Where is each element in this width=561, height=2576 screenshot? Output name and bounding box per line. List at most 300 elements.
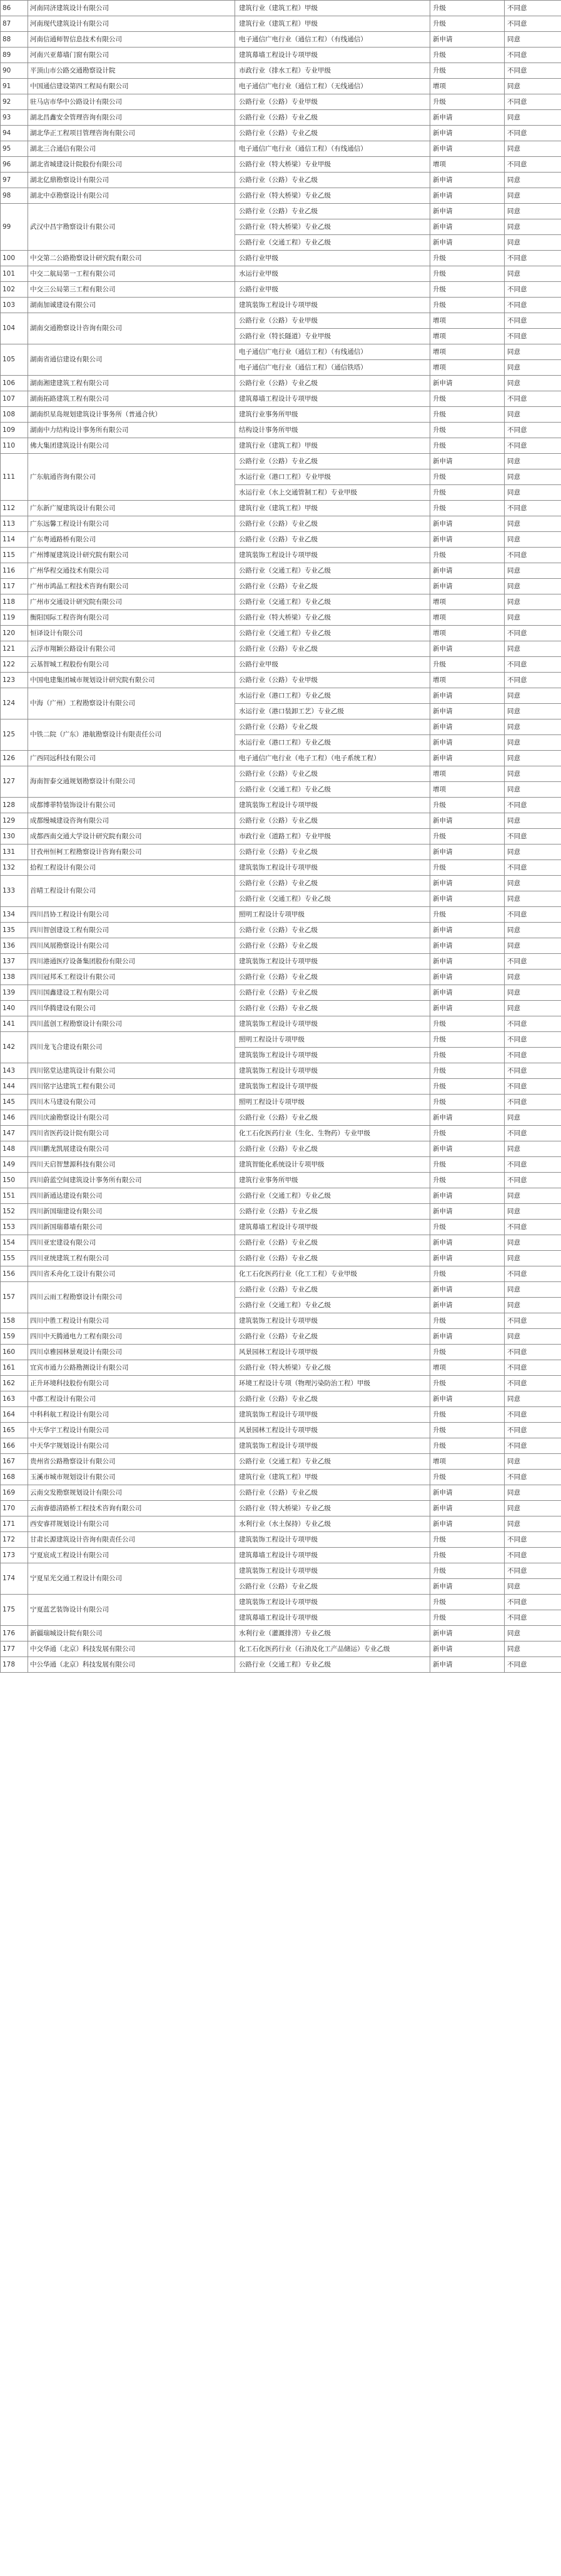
review-result: 不同意 [505, 1407, 561, 1423]
company-name: 成都博菲特装饰设计有限公司 [28, 798, 235, 813]
company-name: 玉溪市城市规划设计有限公司 [28, 1470, 235, 1485]
row-number: 132 [1, 860, 28, 876]
qualification-category: 公路行业（交通工程）专业乙级 [235, 594, 430, 610]
qualification-category: 公路行业（公路）专业乙级 [235, 1329, 430, 1345]
application-type: 增项 [430, 360, 505, 376]
application-type: 升级 [430, 391, 505, 407]
company-name: 湖北省城建设计院股份有限公司 [28, 157, 235, 173]
application-type: 新申请 [430, 813, 505, 829]
review-result: 不同意 [505, 657, 561, 673]
application-type: 新申请 [430, 1657, 505, 1673]
qualification-category: 建筑装饰工程设计专项甲级 [235, 548, 430, 563]
table-row [1, 798, 561, 813]
row-number: 108 [1, 407, 28, 423]
qualification-category: 公路行业（公路）专业乙级 [235, 1251, 430, 1266]
table-row [1, 610, 561, 626]
table-row [1, 391, 561, 407]
qualification-category: 风景园林工程设计专项甲级 [235, 1423, 430, 1438]
company-name: 湖南加诚建设有限公司 [28, 298, 235, 313]
qualification-category: 建筑装饰工程设计专项甲级 [235, 1438, 430, 1454]
table-row [1, 1157, 561, 1173]
review-result: 不同意 [505, 907, 561, 923]
row-number: 99 [1, 204, 28, 251]
row-number: 160 [1, 1345, 28, 1360]
company-name: 四川凤展勘察设计有限公司 [28, 938, 235, 954]
row-number: 166 [1, 1438, 28, 1454]
table-row [1, 1501, 561, 1516]
qualification-category: 公路行业（公路）专业乙级 [235, 970, 430, 985]
table-row [1, 313, 561, 329]
row-number: 153 [1, 1220, 28, 1235]
row-number: 140 [1, 1001, 28, 1016]
table-row [1, 938, 561, 954]
row-number: 109 [1, 423, 28, 438]
company-name: 海南智泰交通规划勘察设计有限公司 [28, 766, 235, 798]
application-type: 新申请 [430, 516, 505, 532]
qualification-category: 照明工程设计专项甲级 [235, 1095, 430, 1110]
company-name: 恒译设计有限公司 [28, 626, 235, 641]
qualification-category: 照明工程设计专项甲级 [235, 1032, 430, 1048]
review-result: 不同意 [505, 1563, 561, 1579]
table-row [1, 1532, 561, 1548]
company-name: 四川鹏龙凯展建设有限公司 [28, 1141, 235, 1157]
qualification-category: 公路行业（公路）专业乙级 [235, 1579, 430, 1595]
table-row [1, 1485, 561, 1501]
application-type: 升级 [430, 438, 505, 454]
company-name: 四川蔚蓝空间建筑设计事务所有限公司 [28, 1173, 235, 1188]
row-number: 114 [1, 532, 28, 548]
review-result: 同意 [505, 1641, 561, 1657]
review-result: 同意 [505, 1235, 561, 1251]
qualification-category: 建筑装饰工程设计专项甲级 [235, 1063, 430, 1079]
review-result: 同意 [505, 923, 561, 938]
application-type: 新申请 [430, 1579, 505, 1595]
row-number: 104 [1, 313, 28, 344]
company-name: 广州市鸿晶工程技术咨询有限公司 [28, 579, 235, 594]
company-name: 中郡工程设计有限公司 [28, 1391, 235, 1407]
review-result: 同意 [505, 485, 561, 501]
company-name: 中国电建集团城市规划设计研究院有限公司 [28, 673, 235, 688]
review-result: 不同意 [505, 1095, 561, 1110]
qualification-category: 建筑装饰工程设计专项甲级 [235, 298, 430, 313]
review-result: 同意 [505, 1141, 561, 1157]
row-number: 142 [1, 1032, 28, 1063]
application-type: 升级 [430, 1610, 505, 1626]
qualification-category: 公路行业（公路）专业乙级 [235, 985, 430, 1001]
qualification-category: 公路行业（特大桥梁）专业乙级 [235, 219, 430, 235]
row-number: 93 [1, 110, 28, 126]
application-type: 升级 [430, 798, 505, 813]
qualification-category: 电子通信广电行业（通信工程）（有线通信） [235, 32, 430, 48]
row-number: 154 [1, 1235, 28, 1251]
row-number: 173 [1, 1548, 28, 1563]
application-type: 升级 [430, 1079, 505, 1095]
review-result: 不同意 [505, 48, 561, 63]
review-result: 同意 [505, 1282, 561, 1298]
qualification-category: 水运行业（港口工程）专业乙级 [235, 735, 430, 751]
table-row [1, 657, 561, 673]
table-row [1, 173, 561, 188]
company-name: 驻马店市华中公路设计有限公司 [28, 94, 235, 110]
row-number: 155 [1, 1251, 28, 1266]
review-result: 同意 [505, 594, 561, 610]
table-row [1, 1126, 561, 1141]
row-number: 119 [1, 610, 28, 626]
table-row [1, 157, 561, 173]
application-type: 升级 [430, 1313, 505, 1329]
table-row [1, 63, 561, 79]
application-type: 升级 [430, 657, 505, 673]
table-row [1, 673, 561, 688]
company-name: 湖北亿鼎勘察设计有限公司 [28, 173, 235, 188]
review-result: 同意 [505, 938, 561, 954]
application-type: 新申请 [430, 751, 505, 766]
row-number: 145 [1, 1095, 28, 1110]
review-result: 同意 [505, 610, 561, 626]
row-number: 115 [1, 548, 28, 563]
company-name: 甘肃长源建筑设计咨询有限责任公司 [28, 1532, 235, 1548]
application-type: 升级 [430, 16, 505, 32]
application-type: 新申请 [430, 891, 505, 907]
review-result: 同意 [505, 688, 561, 704]
review-result: 不同意 [505, 1423, 561, 1438]
company-name: 四川木马建设有限公司 [28, 1095, 235, 1110]
table-row [1, 94, 561, 110]
row-number: 164 [1, 1407, 28, 1423]
table-row [1, 1360, 561, 1376]
company-name: 四川龙飞合建设有限公司 [28, 1032, 235, 1063]
review-result: 不同意 [505, 391, 561, 407]
qualification-category: 公路行业（公路）专业乙级 [235, 876, 430, 891]
qualification-category: 公路行业（交通工程）专业乙级 [235, 782, 430, 798]
qualification-category: 公路行业（公路）专业乙级 [235, 454, 430, 469]
application-type: 新申请 [430, 1141, 505, 1157]
table-row [1, 141, 561, 157]
application-type: 新申请 [430, 1626, 505, 1641]
qualification-category: 建筑装饰工程设计专项甲级 [235, 1532, 430, 1548]
table-row [1, 626, 561, 641]
table-row [1, 1110, 561, 1126]
table-row [1, 126, 561, 141]
review-result: 不同意 [505, 438, 561, 454]
company-name: 四川港通医疗设备集团股份有限公司 [28, 954, 235, 970]
table-row [1, 844, 561, 860]
review-result: 不同意 [505, 1345, 561, 1360]
qualification-category: 公路行业（公路）专业乙级 [235, 204, 430, 219]
row-number: 90 [1, 63, 28, 79]
row-number: 170 [1, 1501, 28, 1516]
qualification-category: 公路行业（公路）专业乙级 [235, 532, 430, 548]
row-number: 130 [1, 829, 28, 844]
row-number: 101 [1, 266, 28, 282]
company-name: 云基智城工程股份有限公司 [28, 657, 235, 673]
application-type: 增项 [430, 344, 505, 360]
row-number: 129 [1, 813, 28, 829]
application-type: 升级 [430, 282, 505, 298]
application-type: 新申请 [430, 844, 505, 860]
row-number: 127 [1, 766, 28, 798]
company-name: 湖南拓路建筑工程有限公司 [28, 391, 235, 407]
review-result: 同意 [505, 1204, 561, 1220]
table-row [1, 1095, 561, 1110]
row-number: 87 [1, 16, 28, 32]
table-row [1, 1032, 561, 1048]
application-type: 新申请 [430, 704, 505, 719]
application-type: 升级 [430, 298, 505, 313]
company-name: 四川昌协工程设计有限公司 [28, 907, 235, 923]
qualification-category: 公路行业（公路）专业乙级 [235, 173, 430, 188]
application-type: 升级 [430, 501, 505, 516]
review-result: 同意 [505, 516, 561, 532]
company-name: 中海（广州）工程勘察设计有限公司 [28, 688, 235, 719]
row-number: 144 [1, 1079, 28, 1095]
qualification-category: 化工石化医药行业（石油及化工产品储运）专业乙级 [235, 1641, 430, 1657]
row-number: 143 [1, 1063, 28, 1079]
company-name: 湖南中力结构设计事务所有限公司 [28, 423, 235, 438]
row-number: 139 [1, 985, 28, 1001]
company-name: 四川庆渝勘察设计有限公司 [28, 1110, 235, 1126]
qualification-category: 建筑装饰工程设计专项甲级 [235, 1048, 430, 1063]
row-number: 146 [1, 1110, 28, 1126]
review-result: 同意 [505, 532, 561, 548]
company-name: 四川国鑫建设工程有限公司 [28, 985, 235, 1001]
company-name: 中铁二院（广东）港航勘察设计有限责任公司 [28, 719, 235, 751]
qualification-category: 建筑幕墙工程设计专项甲级 [235, 1548, 430, 1563]
table-row [1, 266, 561, 282]
table-row [1, 1438, 561, 1454]
review-result: 不同意 [505, 313, 561, 329]
row-number: 89 [1, 48, 28, 63]
review-result: 不同意 [505, 126, 561, 141]
company-name: 中交华通（北京）科技发展有限公司 [28, 1641, 235, 1657]
qualification-category: 公路行业（公路）专业乙级 [235, 579, 430, 594]
review-result: 不同意 [505, 1438, 561, 1454]
row-number: 134 [1, 907, 28, 923]
application-type: 升级 [430, 1220, 505, 1235]
qualification-category: 公路行业（公路）专业甲级 [235, 313, 430, 329]
review-result: 同意 [505, 844, 561, 860]
row-number: 94 [1, 126, 28, 141]
table-row [1, 954, 561, 970]
qualification-category: 电子通信广电行业（通信工程）（通信铁塔） [235, 360, 430, 376]
company-name: 中交三公局第三工程有限公司 [28, 282, 235, 298]
qualification-category: 公路行业（公路）专业乙级 [235, 1204, 430, 1220]
review-result: 同意 [505, 1001, 561, 1016]
qualification-category: 公路行业（交通工程）专业乙级 [235, 235, 430, 251]
application-type: 升级 [430, 485, 505, 501]
qualification-category: 建筑行业（建筑工程）甲级 [235, 16, 430, 32]
qualification-category: 公路行业（特大桥梁）专业乙级 [235, 1501, 430, 1516]
application-type: 新申请 [430, 985, 505, 1001]
review-result: 不同意 [505, 673, 561, 688]
review-result: 同意 [505, 407, 561, 423]
row-number: 151 [1, 1188, 28, 1204]
review-result: 同意 [505, 360, 561, 376]
qualification-category: 公路行业（公路）专业乙级 [235, 1282, 430, 1298]
qualification-category: 公路行业甲级 [235, 657, 430, 673]
row-number: 133 [1, 876, 28, 907]
qualification-category: 公路行业（公路）专业乙级 [235, 844, 430, 860]
row-number: 147 [1, 1126, 28, 1141]
row-number: 116 [1, 563, 28, 579]
company-name: 湖南省通信建设有限公司 [28, 344, 235, 376]
qualification-category: 公路行业（公路）专业甲级 [235, 673, 430, 688]
row-number: 150 [1, 1173, 28, 1188]
table-row [1, 860, 561, 876]
application-type: 升级 [430, 1376, 505, 1391]
table-row [1, 985, 561, 1001]
row-number: 125 [1, 719, 28, 751]
application-type: 新申请 [430, 110, 505, 126]
row-number: 120 [1, 626, 28, 641]
qualification-category: 公路行业（特大桥梁）专业甲级 [235, 157, 430, 173]
row-number: 105 [1, 344, 28, 376]
row-number: 92 [1, 94, 28, 110]
review-result: 不同意 [505, 1063, 561, 1079]
application-type: 新申请 [430, 126, 505, 141]
table-row [1, 1423, 561, 1438]
application-type: 新申请 [430, 1204, 505, 1220]
company-name: 河南同济建筑设计有限公司 [28, 1, 235, 16]
review-result: 同意 [505, 1454, 561, 1470]
review-result: 不同意 [505, 1470, 561, 1485]
application-type: 升级 [430, 548, 505, 563]
qualification-category: 公路行业（公路）专业乙级 [235, 1485, 430, 1501]
table-row [1, 1188, 561, 1204]
qualification-category: 公路行业（交通工程）专业乙级 [235, 1298, 430, 1313]
application-type: 新申请 [430, 204, 505, 219]
qualification-category: 公路行业（公路）专业乙级 [235, 766, 430, 782]
application-type: 新申请 [430, 563, 505, 579]
company-name: 宜宾市通力公路勘测设计有限公司 [28, 1360, 235, 1376]
review-result: 同意 [505, 1298, 561, 1313]
application-type: 新申请 [430, 454, 505, 469]
application-type: 新申请 [430, 938, 505, 954]
row-number: 138 [1, 970, 28, 985]
table-row [1, 1391, 561, 1407]
review-result: 不同意 [505, 1313, 561, 1329]
qualification-category: 公路行业（公路）专业乙级 [235, 938, 430, 954]
company-name: 成都西南交通大学设计研究院有限公司 [28, 829, 235, 844]
table-row [1, 1516, 561, 1532]
review-result: 不同意 [505, 1220, 561, 1235]
table-row [1, 1454, 561, 1470]
table-row [1, 298, 561, 313]
application-type: 新申请 [430, 1501, 505, 1516]
row-number: 121 [1, 641, 28, 657]
review-result: 同意 [505, 1329, 561, 1345]
qualification-category: 建筑幕墙工程设计专项甲级 [235, 1610, 430, 1626]
application-type: 升级 [430, 1016, 505, 1032]
table-row [1, 438, 561, 454]
row-number: 100 [1, 251, 28, 266]
review-result: 同意 [505, 1251, 561, 1266]
row-number: 171 [1, 1516, 28, 1532]
qualification-category: 建筑行业（建筑工程）甲级 [235, 1470, 430, 1485]
row-number: 167 [1, 1454, 28, 1470]
review-result: 同意 [505, 1485, 561, 1501]
row-number: 141 [1, 1016, 28, 1032]
review-result: 同意 [505, 766, 561, 782]
review-result: 同意 [505, 32, 561, 48]
review-result: 不同意 [505, 1610, 561, 1626]
table-row [1, 1376, 561, 1391]
table-row [1, 1220, 561, 1235]
company-name: 广州博厦建筑设计研究院有限公司 [28, 548, 235, 563]
review-result: 同意 [505, 563, 561, 579]
company-name: 四川智创建设工程有限公司 [28, 923, 235, 938]
application-type: 升级 [430, 469, 505, 485]
application-type: 升级 [430, 48, 505, 63]
qualification-category: 水利行业（灌溉排涝）专业乙级 [235, 1626, 430, 1641]
table-row [1, 579, 561, 594]
application-type: 新申请 [430, 579, 505, 594]
qualification-category: 建筑装饰工程设计专项甲级 [235, 798, 430, 813]
review-result: 不同意 [505, 626, 561, 641]
qualification-category: 建筑装饰工程设计专项甲级 [235, 1563, 430, 1579]
review-result: 同意 [505, 641, 561, 657]
company-name: 四川新国瑞幕墙有限公司 [28, 1220, 235, 1235]
row-number: 161 [1, 1360, 28, 1376]
review-result: 同意 [505, 782, 561, 798]
qualification-category: 公路行业（特大桥梁）专业乙级 [235, 1360, 430, 1376]
qualification-category: 公路行业（交通工程）专业乙级 [235, 1657, 430, 1673]
company-name: 河南现代建筑设计有限公司 [28, 16, 235, 32]
table-row [1, 923, 561, 938]
application-type: 升级 [430, 1563, 505, 1579]
row-number: 131 [1, 844, 28, 860]
application-type: 升级 [430, 1048, 505, 1063]
review-result: 不同意 [505, 1266, 561, 1282]
review-result: 不同意 [505, 798, 561, 813]
row-number: 86 [1, 1, 28, 16]
application-type: 新申请 [430, 1188, 505, 1204]
review-result: 同意 [505, 454, 561, 469]
review-result: 同意 [505, 891, 561, 907]
review-result: 同意 [505, 1110, 561, 1126]
application-type: 新申请 [430, 641, 505, 657]
row-number: 112 [1, 501, 28, 516]
company-name: 西安睿祥规划设计有限公司 [28, 1516, 235, 1532]
review-result: 不同意 [505, 298, 561, 313]
qualification-category: 风景园林工程设计专项甲级 [235, 1345, 430, 1360]
review-result: 不同意 [505, 157, 561, 173]
company-name: 云浮市翔颖公路设计有限公司 [28, 641, 235, 657]
review-result: 不同意 [505, 1126, 561, 1141]
application-type: 新申请 [430, 1391, 505, 1407]
table-row [1, 813, 561, 829]
table-row [1, 688, 561, 704]
table-row [1, 32, 561, 48]
row-number: 106 [1, 376, 28, 391]
application-type: 新申请 [430, 923, 505, 938]
company-name: 四川冠邦禾工程设计有限公司 [28, 970, 235, 985]
table-row [1, 1016, 561, 1032]
application-type: 新申请 [430, 1282, 505, 1298]
table-row [1, 204, 561, 219]
qualification-category: 市政行业（道路工程）专业甲级 [235, 829, 430, 844]
qualification-category: 公路行业（公路）专业乙级 [235, 641, 430, 657]
company-name: 云南睿德清路桥工程技术咨询有限公司 [28, 1501, 235, 1516]
row-number: 149 [1, 1157, 28, 1173]
review-result: 同意 [505, 219, 561, 235]
table-row [1, 1657, 561, 1673]
application-type: 新申请 [430, 1485, 505, 1501]
row-number: 137 [1, 954, 28, 970]
application-type: 增项 [430, 313, 505, 329]
table-row [1, 1235, 561, 1251]
company-name: 四川省禾舟化工设计有限公司 [28, 1266, 235, 1282]
